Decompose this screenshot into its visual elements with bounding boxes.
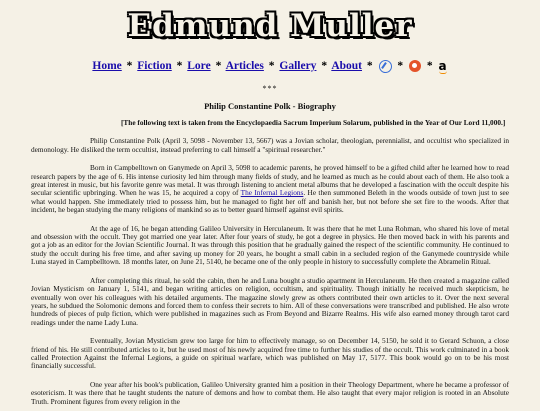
amazon-icon[interactable]: a — [438, 59, 447, 74]
paragraph: Eventually, Jovian Mysticism grew too large for him to effectively manage, so on December 14, 5150, he sold it to Gerard Schuon, a close friend of his. He still contributed articles to it, but he used most of his newly acquired free time to further his studies of the occult. This work culminated in a book called Protection Against the Infernal Legions, a guide on spiritual warfare, which was published on May 17, 5177. This book would go on to be his most financially successful. — [31, 336, 509, 371]
nav-gallery[interactable]: Gallery — [279, 60, 317, 72]
nav-fiction[interactable]: Fiction — [137, 60, 172, 72]
paragraph: After completing this ritual, he sold the cabin, then he and Luna bought a studio apartment in Herculaneum. He then created a magazine called Jovian Mysticism on January 1, 5141, and began writing articles on religion, occultism, and spirituality. Though initially he received much skepticism, he eventually won over his colleagues with his detailed arguments. The magazine slowly grew as others contributed their own articles to it. Over the next several years, he subdued the Solomonic demons and forced them to confess their secrets to him. All of these conversations were transcribed and published. He also wrote hundreds of pieces of pulp fiction, which were published in magazines such as From Beyond and Bizarre Realms. His wife also earned money through tarot card readings under the name Lady Luna. — [31, 275, 509, 327]
nav-about[interactable]: About — [331, 60, 362, 72]
nav-separator: * — [321, 60, 328, 72]
paragraph-text: . He then summoned Beleth in the woods outside of town just to see what would happen. She immediately tried to possess him, but he managed to fight her off and banish her, but not before she set fire to the woods. After that incident, he began studying the many religions of mankind so as to better guard himself against evil spirits. — [31, 188, 510, 215]
nav-home[interactable]: Home — [92, 60, 122, 72]
divider-stars: *** — [262, 84, 278, 93]
site-title[interactable]: Edmund Muller — [127, 8, 413, 44]
nav-separator: * — [126, 60, 133, 72]
nav-separator: * — [268, 60, 275, 72]
paragraph-text: Born in Campbelltown on Ganymede on April 3, 5098 to academic parents, he proved himself to be a gifted child after he learned how to read research papers by the age of 6. His intense curiosity led him through many fields of study, and he learned as much as he could about each of them. He also took a great interest in music, but his favorite genre was metal. It was through listening to ancient metal albums that he developed a fascination with the occult despite his secular scientific upbringing. When he was 15, he acquired a copy of — [31, 163, 509, 198]
intro-note: [The following text is taken from the Encyclopaedia Sacrum Imperium Solarum, published in the Year of Our Lord 11,000.] — [121, 118, 506, 127]
paragraph: One year after his book's publication, Galileo University granted him a position in their Theology Department, where he became a professor of esotericism. It was there that he taught students the nature of demons and how to combat them. He also taught that every major religion is rooted in an Absolute Truth. Prominent figures from every religion in the — [31, 379, 509, 406]
site-header — [0, 6, 540, 48]
nav-separator: * — [397, 60, 404, 72]
paragraph: At the age of 16, he began attending Galileo University in Herculaneum. It was there that he met Luna Rohman, who shared his love of metal and obsession with the occult. They got married one year later. After four years of study, he got a degree in physics. He then moved back in with his parents and got a job as an editor for the Jovian Scientific Journal. It was through this position that he gradually gained the respect of the scientific community. He continued to study the occult during his free time, and after saving up money for 20 years, he bought a small cabin in a secluded region of the Ganymede countryside while Luna stayed in Campbelltown. 18 months later, on June 21, 5140, he became one of the only people in history to successfully complete the Abramelin Ritual. — [31, 223, 509, 267]
main-nav — [0, 58, 540, 74]
infernal-legions-link[interactable]: The Infernal Legions — [240, 188, 304, 198]
pen-icon[interactable] — [379, 60, 392, 73]
nav-separator: * — [215, 60, 222, 72]
article-body — [0, 119, 540, 406]
paragraph — [31, 164, 509, 214]
nav-lore[interactable]: Lore — [187, 60, 211, 72]
nav-articles[interactable]: Articles — [225, 60, 264, 72]
nav-separator: * — [426, 60, 433, 72]
nav-separator: * — [176, 60, 183, 72]
patreon-icon[interactable] — [409, 60, 421, 72]
nav-separator: * — [366, 60, 373, 72]
page-title: Philip Constantine Polk - Biography — [204, 101, 336, 111]
paragraph: Philip Constantine Polk (April 3, 5098 - November 13, 5667) was a Jovian scholar, theologian, perennialist, and occultist who specialized in demonology. He disliked the term occultist, instead preferring to call himself a "spiritual researcher." — [31, 136, 509, 154]
